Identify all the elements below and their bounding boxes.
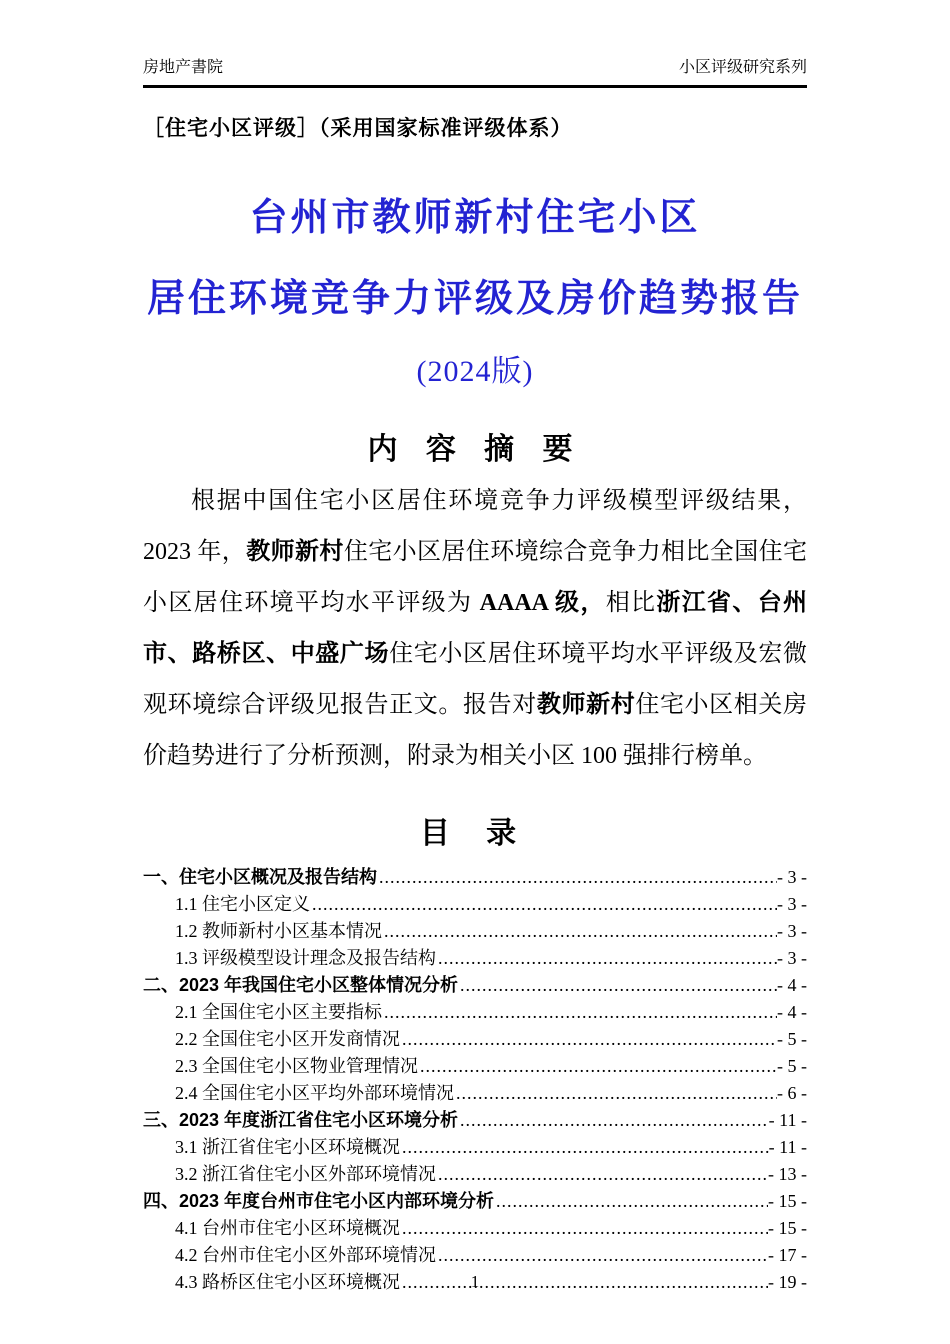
toc-dot-leader	[400, 1215, 768, 1242]
abstract-segment-bold: 教师新村	[536, 692, 636, 718]
table-of-contents	[143, 864, 807, 1296]
toc-item-page: - 15 -	[768, 1191, 807, 1211]
toc-item-page: - 5 -	[777, 1029, 807, 1049]
toc-item-label: 四、2023 年度台州市住宅小区内部环境分析	[143, 1191, 495, 1211]
toc-item-page: - 11 -	[768, 1137, 807, 1157]
page-footer	[0, 1272, 950, 1292]
toc-item-page: - 3 -	[777, 867, 807, 887]
abstract-segment: 住宅小区相关房价趋势进行了分析预测，附录为相关小区 100 强排行榜单。	[143, 692, 808, 769]
toc-item-label: 2.4 全国住宅小区平均外部环境情况	[175, 1083, 454, 1103]
toc-item-page: - 15 -	[768, 1218, 807, 1238]
toc-item[interactable]	[143, 999, 807, 1026]
toc-item[interactable]	[143, 1215, 807, 1242]
header-series: 小区评级研究系列	[678, 59, 807, 76]
toc-item-page: - 3 -	[777, 921, 807, 941]
abstract-segment: 住宅小区居住环境综合竞争力相比全国住宅小区居住环境平均水平评级为	[143, 539, 808, 616]
abstract-segment-bold: 教师新村	[246, 539, 344, 565]
toc-dot-leader	[400, 1134, 769, 1161]
toc-item-label: 4.1 台州市住宅小区环境概况	[175, 1218, 400, 1238]
abstract-segment: 根据中国住宅小区居住环境竞争力评级模型评级结果，2023 年，	[143, 488, 807, 565]
toc-dot-leader	[377, 864, 777, 891]
toc-item-page: - 4 -	[777, 975, 807, 995]
toc-item-page: - 3 -	[777, 894, 807, 914]
abstract-segment: 住宅小区居住环境平均水平评级及宏微观环境综合评级见报告正文。报告对	[143, 641, 808, 718]
toc-item-page: - 5 -	[777, 1056, 807, 1076]
toc-dot-leader	[436, 945, 777, 972]
toc-dot-leader	[418, 1053, 777, 1080]
toc-item-label: 3.1 浙江省住宅小区环境概况	[175, 1137, 400, 1157]
toc-item-page: - 3 -	[777, 948, 807, 968]
toc-item[interactable]	[143, 1134, 807, 1161]
toc-dot-leader	[436, 1161, 768, 1188]
toc-item[interactable]	[143, 918, 807, 945]
toc-item-page: - 19 -	[768, 1272, 807, 1292]
toc-item[interactable]	[143, 1107, 807, 1134]
toc-dot-leader	[310, 891, 777, 918]
toc-item-page: - 17 -	[768, 1245, 807, 1265]
toc-item[interactable]	[143, 1242, 807, 1269]
toc-item-label: 4.2 台州市住宅小区外部环境情况	[175, 1245, 436, 1265]
header-brand: 房地产書院	[143, 59, 224, 76]
toc-item-page: - 13 -	[768, 1164, 807, 1184]
toc-item-page: - 4 -	[777, 1002, 807, 1022]
toc-item[interactable]	[143, 1053, 807, 1080]
toc-dot-leader	[458, 1107, 769, 1134]
toc-item-label: 1.3 评级模型设计理念及报告结构	[175, 948, 436, 968]
abstract-paragraph	[143, 476, 807, 782]
toc-item-label: 1.2 教师新村小区基本情况	[175, 921, 382, 941]
report-title-line2: 居住环境竞争力评级及房价趋势报告	[146, 278, 803, 320]
toc-item-page: - 6 -	[777, 1083, 807, 1103]
toc-dot-leader	[436, 1242, 768, 1269]
abstract-segment-bold: 浙江省、台州市、路桥区、中盛广场	[143, 590, 808, 667]
toc-item-label: 一、住宅小区概况及报告结构	[143, 867, 377, 887]
toc-item-label: 2.3 全国住宅小区物业管理情况	[175, 1056, 418, 1076]
report-title-line1: 台州市教师新村住宅小区	[249, 197, 701, 239]
toc-dot-leader	[458, 972, 777, 999]
toc-item[interactable]	[143, 864, 807, 891]
abstract-segment: 相比	[605, 590, 657, 616]
report-version: (2024版)	[416, 355, 534, 388]
toc-item[interactable]	[143, 1188, 807, 1215]
toc-dot-leader	[382, 918, 777, 945]
toc-item[interactable]	[143, 1026, 807, 1053]
toc-item[interactable]	[143, 891, 807, 918]
toc-heading: 目 录	[419, 817, 531, 850]
toc-item[interactable]	[143, 972, 807, 999]
rating-system-label: ［住宅小区评级］（采用国家标准评级体系）	[143, 117, 573, 140]
toc-item-label: 2.1 全国住宅小区主要指标	[175, 1002, 382, 1022]
page-header	[143, 58, 807, 88]
abstract-segment-bold: AAAA 级，	[479, 590, 606, 616]
toc-item[interactable]	[143, 1161, 807, 1188]
toc-dot-leader	[400, 1026, 777, 1053]
page-number: 1	[470, 1272, 480, 1291]
toc-dot-leader	[382, 999, 777, 1026]
toc-item[interactable]	[143, 1080, 807, 1107]
toc-item[interactable]	[143, 945, 807, 972]
toc-item-label: 2.2 全国住宅小区开发商情况	[175, 1029, 400, 1049]
toc-item-label: 二、2023 年我国住宅小区整体情况分析	[143, 975, 459, 995]
toc-item-label: 三、2023 年度浙江省住宅小区环境分析	[143, 1110, 459, 1130]
abstract-heading: 内 容 摘 要	[367, 433, 583, 466]
toc-item-label: 1.1 住宅小区定义	[175, 894, 310, 914]
toc-dot-leader	[454, 1080, 777, 1107]
toc-dot-leader	[494, 1188, 768, 1215]
toc-item-label: 3.2 浙江省住宅小区外部环境情况	[175, 1164, 436, 1184]
toc-item-label: 4.3 路桥区住宅小区环境概况	[175, 1272, 400, 1292]
toc-item-page: - 11 -	[768, 1110, 807, 1130]
